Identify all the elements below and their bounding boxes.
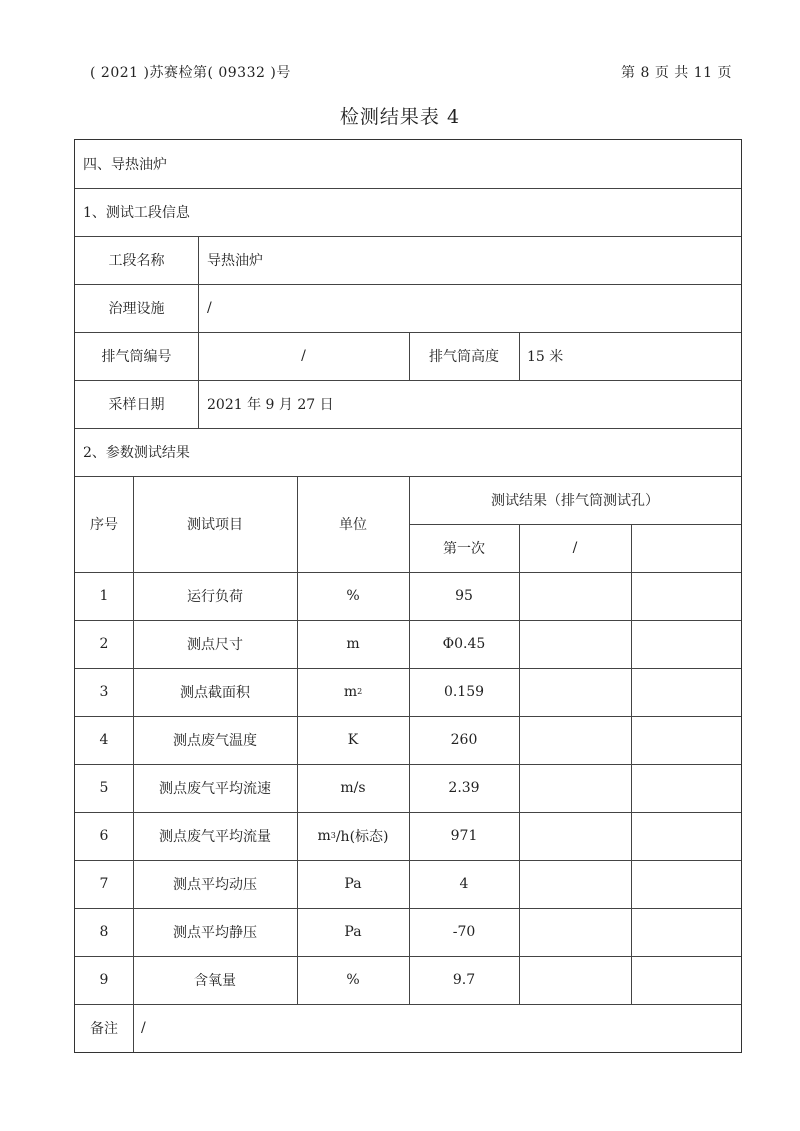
section-name-value: 导热油炉 [207,253,263,269]
subsection-heading-results: 2、参数测试结果 [83,445,190,461]
row-no: 3 [99,684,109,700]
row-unit: m [346,636,360,652]
treatment-label: 治理设施 [108,301,165,317]
row-no: 1 [99,588,109,604]
row-value: 0.159 [443,684,485,700]
results-table [74,139,742,1053]
col-header-first: 第一次 [443,541,485,557]
row-unit: m 2 [343,684,363,700]
row-item: 测点废气平均流速 [159,781,271,797]
sample-date-label: 采样日期 [108,397,165,413]
row-no: 6 [99,828,109,844]
col-header-slash: / [572,540,578,556]
row-no: 4 [99,732,109,748]
remark-value: / [141,1020,146,1036]
row-value: 4 [459,876,469,892]
col-header-item: 测试项目 [187,517,243,533]
row-item: 测点尺寸 [187,637,243,653]
section-name-label: 工段名称 [108,253,165,269]
page-info: 第 8 页 共 11 页 [621,65,732,81]
row-no: 2 [99,636,109,652]
row-item: 测点平均动压 [173,877,257,893]
stack-no-value: / [301,348,306,364]
row-item: 测点截面积 [180,685,250,701]
row-item: 含氧量 [194,973,236,989]
row-value: 9.7 [452,972,476,988]
row-no: 9 [99,972,109,988]
col-header-no: 序号 [90,517,118,533]
stack-height-value: 15 米 [527,349,564,365]
row-unit: % [346,972,360,988]
row-unit: Pa [344,924,362,940]
row-value: -70 [452,924,476,940]
report-number: ( 2021 )苏赛检第( 09332 )号 [90,65,291,81]
row-no: 8 [99,924,109,940]
row-no: 7 [99,876,109,892]
row-value: 2.39 [448,780,480,796]
stack-height-label: 排气筒高度 [429,349,499,365]
row-item: 测点废气平均流量 [159,829,271,845]
sample-date-value: 2021 年 9 月 27 日 [207,397,334,413]
subsection-heading-info: 1、测试工段信息 [83,205,190,221]
col-header-result: 测试结果（排气筒测试孔） [491,493,659,509]
col-header-unit: 单位 [339,517,367,533]
row-unit: Pa [344,876,362,892]
row-unit: K [347,732,359,748]
row-unit: m/s [340,780,366,796]
row-value: 95 [455,588,473,604]
page-title: 检测结果表 4 [339,106,461,128]
stack-no-label: 排气筒编号 [101,349,172,365]
row-unit: % [346,588,360,604]
row-value: 971 [450,828,478,844]
row-value: 260 [450,732,478,748]
remark-label: 备注 [90,1021,118,1037]
row-item: 测点废气温度 [173,733,257,749]
row-no: 5 [99,780,109,796]
row-unit: m 3 /h(标态) [317,828,389,845]
treatment-value: / [207,300,212,316]
section-heading: 四、导热油炉 [83,157,167,173]
row-value: Φ0.45 [442,636,486,652]
row-item: 运行负荷 [187,589,243,605]
row-item: 测点平均静压 [173,925,257,941]
